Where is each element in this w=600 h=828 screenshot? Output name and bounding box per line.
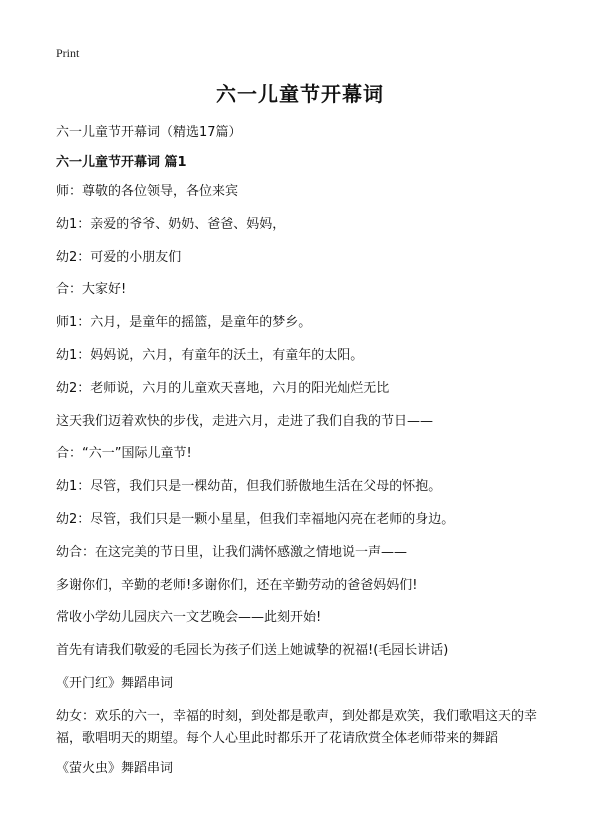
- document-subtitle: 六一儿童节开幕词（精选17篇）: [56, 125, 242, 140]
- text-line: 幼1：尽管，我们只是一棵幼苗，但我们骄傲地生活在父母的怀抱。: [56, 479, 442, 495]
- text-line: 常收小学幼儿园庆六一文艺晚会——此刻开始!: [56, 610, 322, 626]
- text-line: 师1：六月，是童年的摇篮，是童年的梦乡。: [56, 315, 312, 331]
- text-line: 多谢你们，辛勤的老师!多谢你们，还在辛勤劳动的爸爸妈妈们!: [56, 577, 418, 593]
- text-paragraph: 幼女：欢乐的六一，幸福的时刻，到处都是歌声，到处都是欢笑，我们歌唱这天的幸福，歌唱明天的期望。每个人心里此时都乐开了花请欣赏全体老师带来的舞蹈: [56, 708, 538, 746]
- text-line: 合：“六一”国际儿童节!: [56, 446, 192, 462]
- text-line: 幼2：老师说，六月的儿童欢天喜地，六月的阳光灿烂无比: [56, 380, 390, 396]
- text-line: 幼1：妈妈说，六月，有童年的沃土，有童年的太阳。: [56, 347, 364, 363]
- text-line: 师：尊敬的各位领导，各位来宾: [56, 184, 239, 199]
- text-line: 幼2：可爱的小朋友们: [56, 249, 182, 265]
- text-line: 《萤火虫》舞蹈串词: [56, 760, 174, 776]
- section-heading: 六一儿童节开幕词 篇1: [56, 155, 187, 170]
- document-body: [56, 183, 556, 793]
- print-link[interactable]: Print: [56, 46, 80, 60]
- text-line: 首先有请我们敬爱的毛园长为孩子们送上她诚挚的祝福!(毛园长讲话): [56, 643, 449, 659]
- text-line: 合：大家好!: [56, 282, 127, 298]
- text-line: 幼合：在这完美的节日里，让我们满怀感激之情地说一声——: [56, 544, 408, 560]
- text-line: 幼1：亲爱的爷爷、奶奶、爸爸、妈妈，: [56, 216, 286, 232]
- text-line: 幼2：尽管，我们只是一颗小星星，但我们幸福地闪亮在老师的身边。: [56, 511, 455, 527]
- text-line: 《开门红》舞蹈串词: [56, 675, 174, 691]
- text-line: 这天我们迈着欢快的步伐，走进六月，走进了我们自我的节日——: [56, 413, 434, 429]
- page-title: 六一儿童节开幕词: [216, 82, 384, 106]
